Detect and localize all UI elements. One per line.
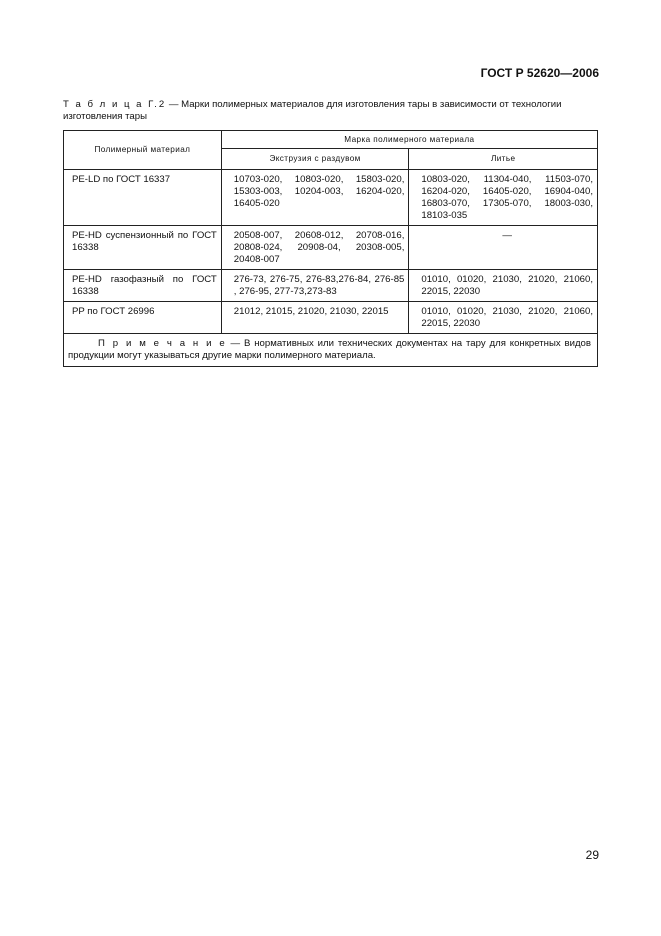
- cell-material: PP по ГОСТ 26996: [64, 302, 222, 334]
- table-row: [64, 170, 598, 226]
- cell-extrusion: 10703-020, 10803-020, 15803-020, 15303-003, 10204-003, 16204-020, 16405-020: [221, 170, 409, 226]
- header-grade-group: Марка полимерного материала: [221, 131, 597, 149]
- cell-extrusion: 20508-007, 20608-012, 20708-016, 20808-024, 20908-04, 20308-005, 20408-007: [221, 226, 409, 270]
- cell-casting: 10803-020, 11304-040, 11503-070, 16204-020, 16405-020, 16904-040, 16803-070, 17305-070, 18003-030, 18103-035: [409, 170, 598, 226]
- table-row: [64, 226, 598, 270]
- table-caption-text: — Марки полимерных материалов для изготовления тары в зависимости от технологии изготовления тары: [63, 99, 562, 122]
- table-caption: [63, 99, 598, 123]
- table-note: [64, 334, 598, 367]
- header-material: Полимерный материал: [64, 131, 222, 170]
- cell-material: PE-HD газофазный по ГОСТ 16338: [64, 270, 222, 302]
- cell-extrusion: 21012, 21015, 21020, 21030, 22015: [221, 302, 409, 334]
- table-row: [64, 302, 598, 334]
- cell-extrusion: 276-73, 276-75, 276-83,276-84, 276-85 , 276-95, 277-73,273-83: [221, 270, 409, 302]
- cell-casting: —: [409, 226, 598, 270]
- table-caption-label: Т а б л и ц а Г.2: [63, 99, 167, 110]
- table-row: [64, 270, 598, 302]
- cell-casting: 01010, 01020, 21030, 21020, 21060, 22015, 22030: [409, 270, 598, 302]
- page-number: 29: [585, 848, 599, 862]
- cell-casting: 01010, 01020, 21030, 21020, 21060, 22015, 22030: [409, 302, 598, 334]
- header-casting: Литье: [409, 149, 598, 170]
- note-label: П р и м е ч а н и е: [98, 338, 227, 349]
- cell-material: PE-LD по ГОСТ 16337: [64, 170, 222, 226]
- materials-table: [63, 130, 598, 367]
- note-text: — В нормативных или технических документах на тару для конкретных видов продукции могут указываться другие марки полимерного материала.: [68, 338, 591, 361]
- header-extrusion: Экструзия с раздувом: [221, 149, 409, 170]
- cell-material: PE-HD суспензионный по ГОСТ 16338: [64, 226, 222, 270]
- document-code: ГОСТ Р 52620—2006: [480, 66, 599, 80]
